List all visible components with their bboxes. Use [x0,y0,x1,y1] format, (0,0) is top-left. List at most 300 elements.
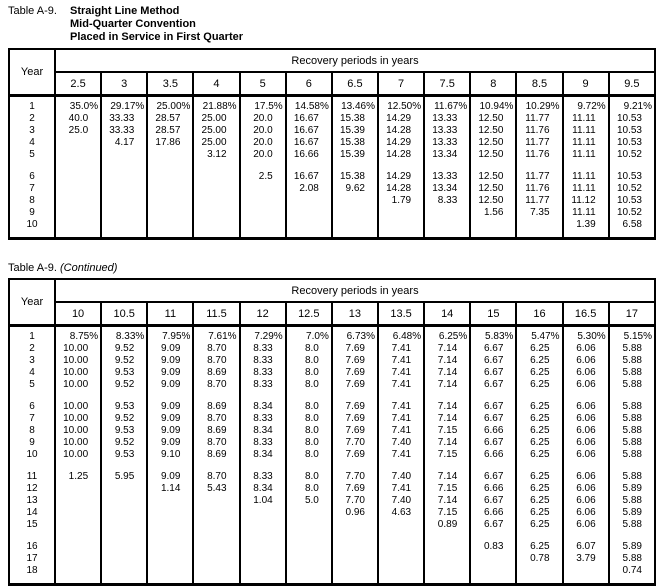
value-cell: 10.94% [470,96,516,113]
value-cell [470,552,516,564]
value-cell [378,160,424,170]
value-cell: 10.53 [609,136,655,148]
value-cell [378,460,424,470]
value-cell: 11.67% [424,96,470,113]
value-cell: 8.0 [286,424,332,436]
value-cell: 0.78 [516,552,562,564]
table-row [9,436,655,448]
value-cell [193,390,239,400]
value-cell: 10.53 [609,170,655,182]
value-cell [240,230,286,239]
value-cell [147,148,193,160]
value-cell [332,530,378,540]
value-cell: 5.88 [609,518,655,530]
value-cell [240,518,286,530]
value-cell: 21.88% [193,96,239,113]
value-cell: 9.09 [147,342,193,354]
value-cell [470,460,516,470]
value-cell [147,494,193,506]
value-cell [609,460,655,470]
value-cell: 5.88 [609,552,655,564]
value-cell: 25.00% [147,96,193,113]
value-cell: 7.35 [516,206,562,218]
value-cell: 6.66 [470,424,516,436]
value-cell [286,206,332,218]
value-cell: 7.61% [193,326,239,343]
value-cell [55,494,101,506]
value-cell [378,576,424,585]
value-cell [240,564,286,576]
value-cell [516,230,562,239]
value-cell [286,460,332,470]
value-cell [147,530,193,540]
value-cell: 8.69 [193,424,239,436]
value-cell: 9.62 [332,182,378,194]
value-cell [147,170,193,182]
value-cell: 7.41 [378,366,424,378]
value-cell [516,576,562,585]
table-row [9,448,655,460]
value-cell: 6.06 [563,494,609,506]
value-cell [55,182,101,194]
value-cell [240,576,286,585]
value-cell: 11.12 [563,194,609,206]
separator-row [9,460,655,470]
value-cell: 5.88 [609,342,655,354]
value-cell: 6.06 [563,366,609,378]
recovery-period-column-header: 17 [609,302,655,326]
value-cell: 5.88 [609,470,655,482]
value-cell [470,390,516,400]
value-cell: 10.00 [55,400,101,412]
value-cell [147,206,193,218]
table-row [9,182,655,194]
value-cell [286,230,332,239]
value-cell [240,552,286,564]
value-cell [378,518,424,530]
recovery-period-column-header: 6 [286,72,332,96]
value-cell: 9.52 [101,342,147,354]
value-cell: 9.09 [147,400,193,412]
value-cell: 6.25 [516,506,562,518]
recovery-period-column-header: 16.5 [563,302,609,326]
value-cell: 8.0 [286,366,332,378]
value-cell: 6.73% [332,326,378,343]
value-cell: 8.0 [286,470,332,482]
bottom-padding-row [9,576,655,585]
value-cell: 15.38 [332,170,378,182]
value-cell: 6.25 [516,494,562,506]
header-row-columns [9,302,655,326]
value-cell: 15.38 [332,112,378,124]
year-cell: 7 [29,412,35,424]
table-row [9,96,655,113]
table-row [9,518,655,530]
year-cell [9,230,55,239]
table-row [9,366,655,378]
value-cell [470,576,516,585]
value-cell: 12.50 [470,194,516,206]
value-cell: 9.09 [147,354,193,366]
value-cell: 6.25 [516,518,562,530]
value-cell [101,160,147,170]
table-row [9,540,655,552]
value-cell: 8.33 [240,378,286,390]
value-cell [101,194,147,206]
value-cell [286,540,332,552]
value-cell: 14.58% [286,96,332,113]
value-cell [193,460,239,470]
value-cell: 7.14 [424,366,470,378]
value-cell [286,518,332,530]
value-cell: 12.50 [470,136,516,148]
value-cell: 6.06 [563,412,609,424]
value-cell [101,552,147,564]
value-cell: 15.39 [332,148,378,160]
value-cell: 10.53 [609,124,655,136]
value-cell: 8.33 [240,342,286,354]
value-cell: 14.29 [378,170,424,182]
value-cell: 4.17 [101,136,147,148]
value-cell: 40.0 [55,112,101,124]
value-cell: 6.06 [563,378,609,390]
year-cell: 6 [29,400,35,412]
value-cell [286,576,332,585]
value-cell: 3.79 [563,552,609,564]
value-cell: 8.33 [424,194,470,206]
value-cell [55,230,101,239]
value-cell: 8.34 [240,424,286,436]
year-cell: 8 [29,194,35,206]
value-cell [147,160,193,170]
year-cell: 6 [29,170,35,182]
value-cell [378,230,424,239]
value-cell: 8.33 [240,436,286,448]
value-cell: 7.41 [378,482,424,494]
header-row-span [9,279,655,302]
value-cell [101,506,147,518]
value-cell: 8.0 [286,400,332,412]
table1-heading-line-2: Mid-Quarter Convention [70,18,196,30]
value-cell: 13.34 [424,182,470,194]
value-cell: 13.46% [332,96,378,113]
value-cell [101,218,147,230]
value-cell: 9.09 [147,470,193,482]
value-cell: 1.14 [147,482,193,494]
year-cell: 1 [29,100,35,112]
value-cell: 6.06 [563,436,609,448]
value-cell: 8.70 [193,470,239,482]
value-cell [332,160,378,170]
year-cell: 10 [26,218,38,230]
table-row [9,218,655,230]
value-cell: 8.34 [240,448,286,460]
value-cell: 6.25 [516,482,562,494]
value-cell: 5.47% [516,326,562,343]
value-cell: 17.5% [240,96,286,113]
value-cell: 6.67 [470,342,516,354]
value-cell: 12.50 [470,112,516,124]
value-cell [332,230,378,239]
value-cell: 10.53 [609,112,655,124]
value-cell: 2.5 [240,170,286,182]
value-cell: 9.09 [147,436,193,448]
value-cell: 12.50 [470,124,516,136]
value-cell: 8.0 [286,482,332,494]
recovery-period-column-header: 11.5 [193,302,239,326]
value-cell: 9.09 [147,412,193,424]
value-cell [55,148,101,160]
recovery-period-column-header: 13 [332,302,378,326]
value-cell: 11.77 [516,170,562,182]
value-cell: 5.89 [609,540,655,552]
value-cell: 7.40 [378,494,424,506]
value-cell: 7.69 [332,400,378,412]
value-cell: 7.14 [424,378,470,390]
value-cell [55,460,101,470]
value-cell: 7.14 [424,470,470,482]
recovery-period-column-header: 7 [378,72,424,96]
value-cell [55,218,101,230]
value-cell: 7.95% [147,326,193,343]
value-cell [101,230,147,239]
recovery-periods-header: Recovery periods in years [55,279,655,302]
value-cell: 25.00 [193,124,239,136]
value-cell [240,460,286,470]
value-cell: 12.50 [470,182,516,194]
recovery-period-column-header: 2.5 [55,72,101,96]
value-cell: 8.33 [240,470,286,482]
table2-title-block [8,262,654,274]
value-cell: 0.89 [424,518,470,530]
value-cell: 5.89 [609,506,655,518]
value-cell [609,576,655,585]
value-cell [101,170,147,182]
value-cell: 9.53 [101,366,147,378]
value-cell: 1.79 [378,194,424,206]
value-cell: 7.14 [424,494,470,506]
value-cell: 6.67 [470,518,516,530]
value-cell [147,576,193,585]
value-cell [55,170,101,182]
year-cell: 3 [29,124,35,136]
year-cell: 4 [29,366,35,378]
value-cell [193,552,239,564]
value-cell: 7.70 [332,494,378,506]
table-row [9,424,655,436]
value-cell: 9.10 [147,448,193,460]
value-cell: 8.0 [286,436,332,448]
value-cell [55,576,101,585]
value-cell: 8.70 [193,436,239,448]
value-cell: 6.06 [563,424,609,436]
value-cell: 11.11 [563,136,609,148]
value-cell: 9.52 [101,354,147,366]
value-cell: 1.39 [563,218,609,230]
value-cell: 6.06 [563,400,609,412]
value-cell: 9.09 [147,378,193,390]
value-cell: 28.57 [147,124,193,136]
year-cell: 15 [26,518,38,530]
value-cell [424,230,470,239]
table2-label: Table A-9. [8,262,57,274]
value-cell: 6.48% [378,326,424,343]
value-cell: 33.33 [101,124,147,136]
value-cell [470,218,516,230]
value-cell: 8.33% [101,326,147,343]
year-cell: 9 [29,206,35,218]
year-cell: 4 [29,136,35,148]
value-cell: 6.67 [470,400,516,412]
table1-heading-line-3: Placed in Service in First Quarter [70,31,244,43]
value-cell [332,540,378,552]
table-row [9,206,655,218]
value-cell [286,194,332,206]
value-cell: 8.0 [286,378,332,390]
value-cell: 7.41 [378,400,424,412]
value-cell [609,390,655,400]
value-cell: 11.11 [563,206,609,218]
recovery-period-column-header: 3.5 [147,72,193,96]
recovery-period-column-header: 13.5 [378,302,424,326]
value-cell: 10.52 [609,182,655,194]
year-cell: 10 [26,448,38,460]
value-cell: 6.25 [516,354,562,366]
value-cell [101,576,147,585]
value-cell: 10.00 [55,342,101,354]
value-cell [424,460,470,470]
value-cell: 11.76 [516,148,562,160]
value-cell: 10.00 [55,448,101,460]
value-cell: 9.52 [101,378,147,390]
recovery-period-column-header: 16 [516,302,562,326]
table1-heading-line-1: Straight Line Method [70,5,180,17]
value-cell: 10.00 [55,378,101,390]
value-cell: 1.56 [470,206,516,218]
value-cell: 7.41 [378,412,424,424]
value-cell [101,494,147,506]
year-cell [9,460,55,470]
value-cell [193,564,239,576]
value-cell [286,160,332,170]
table-row [9,124,655,136]
value-cell: 8.69 [193,448,239,460]
value-cell: 6.06 [563,342,609,354]
value-cell: 5.43 [193,482,239,494]
value-cell: 11.11 [563,170,609,182]
value-cell: 4.63 [378,506,424,518]
value-cell [193,160,239,170]
value-cell: 8.33 [240,366,286,378]
table-row [9,148,655,160]
recovery-period-column-header: 8 [470,72,516,96]
recovery-period-column-header: 12.5 [286,302,332,326]
value-cell [55,482,101,494]
value-cell [563,230,609,239]
depreciation-table-first-quarter [8,48,656,240]
value-cell: 9.53 [101,448,147,460]
recovery-period-column-header: 11 [147,302,193,326]
value-cell: 6.67 [470,378,516,390]
value-cell [55,540,101,552]
value-cell: 14.28 [378,124,424,136]
value-cell: 9.09 [147,424,193,436]
value-cell: 20.0 [240,136,286,148]
value-cell [240,206,286,218]
header-row-span [9,49,655,72]
value-cell: 13.33 [424,124,470,136]
header-row-columns [9,72,655,96]
value-cell: 11.11 [563,112,609,124]
value-cell [101,540,147,552]
recovery-period-column-header: 5 [240,72,286,96]
value-cell [193,206,239,218]
value-cell: 5.88 [609,494,655,506]
value-cell: 16.67 [286,170,332,182]
table-row [9,506,655,518]
value-cell: 7.29% [240,326,286,343]
value-cell [101,564,147,576]
value-cell [240,506,286,518]
value-cell: 8.70 [193,378,239,390]
year-cell: 8 [29,424,35,436]
value-cell: 8.70 [193,412,239,424]
value-cell: 7.70 [332,470,378,482]
value-cell [286,218,332,230]
value-cell: 8.33 [240,412,286,424]
value-cell [101,206,147,218]
value-cell [240,540,286,552]
value-cell [470,160,516,170]
value-cell: 10.52 [609,206,655,218]
value-cell: 6.67 [470,366,516,378]
value-cell [332,218,378,230]
table-row [9,412,655,424]
recovery-period-column-header: 12 [240,302,286,326]
value-cell: 16.66 [286,148,332,160]
value-cell: 25.00 [193,112,239,124]
table1-title-block [8,5,654,44]
value-cell: 16.67 [286,136,332,148]
value-cell: 9.53 [101,400,147,412]
value-cell: 16.67 [286,124,332,136]
value-cell [516,530,562,540]
value-cell [563,390,609,400]
value-cell [147,182,193,194]
value-cell: 1.25 [55,470,101,482]
value-cell [563,460,609,470]
year-cell: 9 [29,436,35,448]
value-cell: 6.06 [563,354,609,366]
value-cell: 7.69 [332,354,378,366]
value-cell: 7.14 [424,412,470,424]
value-cell [55,390,101,400]
value-cell [55,506,101,518]
year-cell: 1 [29,330,35,342]
value-cell [193,518,239,530]
value-cell [147,540,193,552]
value-cell: 20.0 [240,124,286,136]
value-cell [55,530,101,540]
value-cell: 7.69 [332,448,378,460]
value-cell [193,576,239,585]
value-cell: 8.34 [240,400,286,412]
value-cell: 8.69 [193,400,239,412]
table2-continued-label: (Continued) [59,262,118,274]
depreciation-table-continued [8,278,656,586]
table1-heading [70,5,243,44]
value-cell: 17.86 [147,136,193,148]
